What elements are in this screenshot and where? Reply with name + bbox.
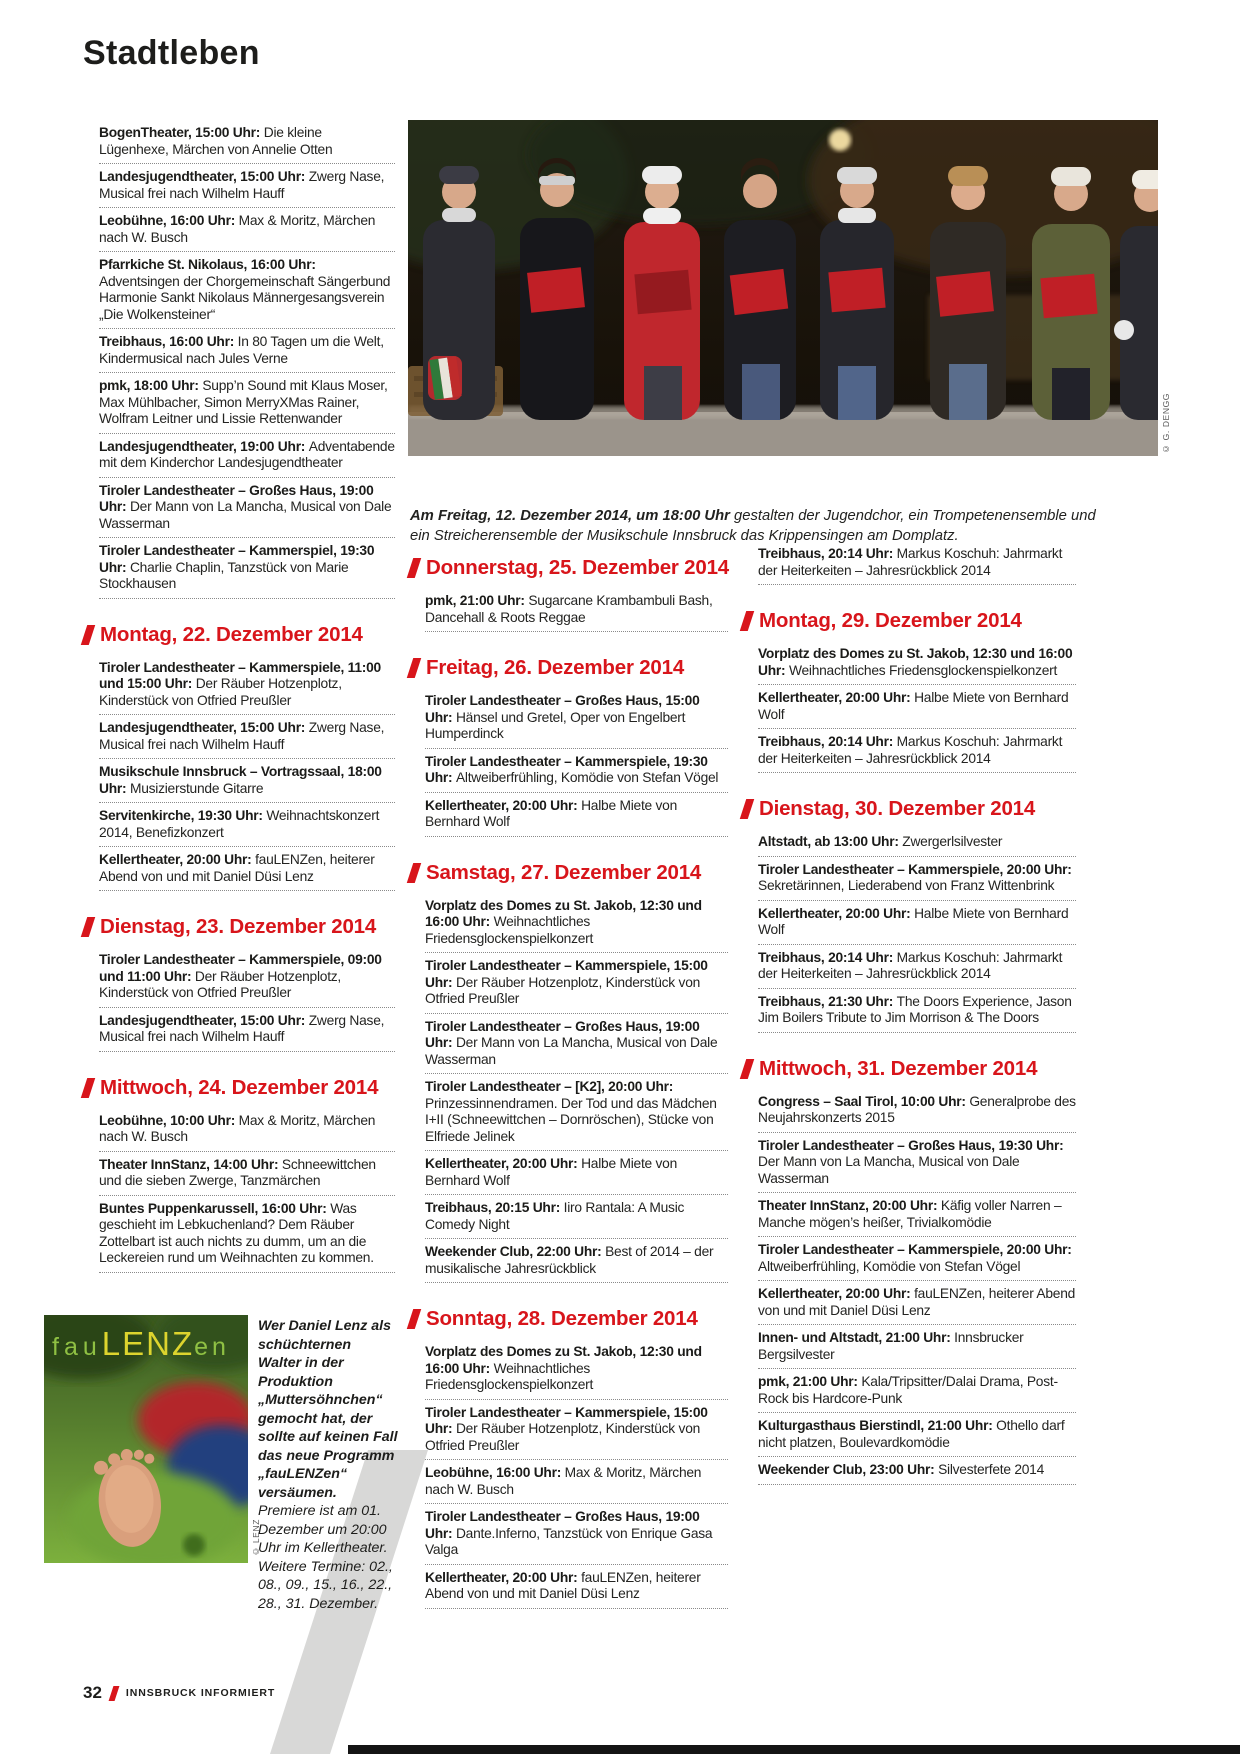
event-item xyxy=(758,831,1076,857)
event-description: Supp’n Sound mit Klaus Moser, Max Mühlbacher, Simon MerryXMas Rainer, Wolfram Leitner und Lissie Rettenwander xyxy=(99,378,388,426)
event-venue-time: Landesjugendtheater, 15:00 Uhr: xyxy=(99,169,309,184)
event-venue-time: Tiroler Landestheater – Großes Haus, 15:00 Uhr: xyxy=(425,693,700,725)
event-venue-time: Tiroler Landestheater – Kammerspiele, 19:30 Uhr: xyxy=(425,753,708,785)
event-item xyxy=(99,331,395,373)
event-item xyxy=(99,540,395,599)
event-venue-time: Kellertheater, 20:00 Uhr: xyxy=(425,797,582,813)
event-description: Die kleine Lügenhexe, Märchen von Annelie Otten xyxy=(99,125,333,157)
event-venue-time: Kellertheater, 20:00 Uhr: xyxy=(99,852,256,867)
event-item xyxy=(425,1506,728,1565)
event-item xyxy=(758,947,1076,989)
magazine-name: INNSBRUCK INFORMIERT xyxy=(125,1687,276,1699)
photo-credit: © G. DENGG xyxy=(1161,393,1171,454)
event-item xyxy=(425,895,728,954)
event-description: Der Mann von La Mancha, Musical von Dale Wasserman xyxy=(425,1035,718,1067)
bottom-edge-bar xyxy=(348,1745,1240,1754)
event-venue-time: Tiroler Landestheater – Großes Haus, 19:00 Uhr: xyxy=(99,482,374,514)
event-description: Zwerg Nase, Musical frei nach Wilhelm Hauff xyxy=(99,1012,385,1044)
event-item xyxy=(758,543,1076,585)
event-item xyxy=(758,1135,1076,1194)
event-venue-time: pmk, 21:00 Uhr: xyxy=(425,593,529,608)
event-item xyxy=(425,1241,728,1283)
event-venue-time: Musikschule Innsbruck – Vortragssaal, 18:00 Uhr: xyxy=(99,764,382,796)
event-item xyxy=(99,1110,395,1152)
event-item xyxy=(99,122,395,164)
promo-text-bold: Wer Daniel Lenz als schüchternen Walter in der Produktion „Muttersöhnchen“ gemocht hat, der sollte auf keinen Fall das neue Programm „fauLENZen“ versäumen. xyxy=(258,1318,398,1501)
caption-rest: gestalten der Jugendchor, ein Trompetenensemble und ein Streicherensemble der Musikschule Innsbruck das Krippensingen am Domplatz. xyxy=(410,508,1096,544)
event-venue-time: Tiroler Landestheater – Kammerspiele, 11:00 und 15:00 Uhr: xyxy=(99,659,381,691)
event-venue-time: Landesjugendtheater, 19:00 Uhr: xyxy=(99,438,309,454)
event-venue-time: Kellertheater, 20:00 Uhr: xyxy=(425,1156,582,1171)
event-description: Max & Moritz, Märchen nach W. Busch xyxy=(425,1465,702,1497)
event-description: Was geschieht im Lebkuchenland? Dem Räuber Zottelbart ist auch nichts zu dumm, um an die Leckereien rund um Weihnachten zu kommen. xyxy=(99,1200,374,1265)
date-header xyxy=(743,609,1076,633)
event-item xyxy=(758,903,1076,945)
red-slash-icon xyxy=(407,863,421,883)
date-header-label: Samstag, 27. Dezember 2014 xyxy=(426,860,702,884)
red-slash-icon xyxy=(740,799,754,819)
event-venue-time: Vorplatz des Domes zu St. Jakob, 12:30 und 16:00 Uhr: xyxy=(425,897,702,929)
date-header xyxy=(743,797,1076,821)
event-venue-time: Servitenkirche, 19:30 Uhr: xyxy=(99,808,267,823)
event-venue-time: Leobühne, 16:00 Uhr: xyxy=(99,213,239,228)
event-item xyxy=(758,1195,1076,1237)
date-header xyxy=(410,556,728,580)
date-header xyxy=(84,915,395,939)
event-venue-time: BogenTheater, 15:00 Uhr: xyxy=(99,125,264,140)
event-item xyxy=(425,1462,728,1504)
date-header-label: Dienstag, 23. Dezember 2014 xyxy=(100,915,377,938)
event-venue-time: Tiroler Landestheater – Großes Haus, 19:30 Uhr: xyxy=(758,1137,1064,1153)
event-description: Altweiberfrühling, Komödie von Stefan Vögel xyxy=(455,770,719,785)
red-slash-icon xyxy=(81,917,95,937)
date-header-label: Freitag, 26. Dezember 2014 xyxy=(426,656,685,679)
event-item xyxy=(99,805,395,847)
event-description: Halbe Miete von Bernhard Wolf xyxy=(425,797,678,829)
event-description: Adventsingen der Chorgemeinschaft Sängerbund Harmonie Sankt Nikolaus Männergesangsverein „Die Wolkensteiner“ xyxy=(99,273,391,322)
event-venue-time: Tiroler Landestheater – Großes Haus, 19:00 Uhr: xyxy=(425,1509,700,1541)
event-venue-time: Landesjugendtheater, 15:00 Uhr: xyxy=(99,1012,309,1028)
event-item xyxy=(425,955,728,1014)
event-venue-time: Tiroler Landestheater – Kammerspiel, 19:30 Uhr: xyxy=(99,543,375,575)
event-venue-time: Tiroler Landestheater – Kammerspiele, 20:00 Uhr: xyxy=(758,861,1072,877)
red-slash-icon xyxy=(740,1059,754,1079)
date-header-label: Montag, 22. Dezember 2014 xyxy=(100,622,363,646)
red-slash-icon xyxy=(407,1309,421,1329)
event-description: Schneewittchen und die sieben Zwerge, Tanzmärchen xyxy=(99,1156,376,1188)
date-header-label: Donnerstag, 25. Dezember 2014 xyxy=(426,556,729,579)
event-venue-time: pmk, 18:00 Uhr: xyxy=(99,378,203,393)
event-item xyxy=(99,657,395,716)
event-item xyxy=(758,1459,1076,1485)
event-description: Halbe Miete von Bernhard Wolf xyxy=(758,905,1069,937)
date-header-label: Montag, 29. Dezember 2014 xyxy=(759,609,1022,632)
event-item xyxy=(425,751,728,793)
event-venue-time: Tiroler Landestheater – Kammerspiele, 15:00 Uhr: xyxy=(425,1404,708,1436)
event-item xyxy=(99,436,395,478)
event-item xyxy=(425,1341,728,1400)
event-item xyxy=(425,1197,728,1239)
red-slash-icon xyxy=(81,1078,95,1098)
event-description: Adventabende mit dem Kinderchor Landesjugendtheater xyxy=(99,438,395,470)
event-venue-time: Kulturgasthaus Bierstindl, 21:00 Uhr: xyxy=(758,1418,997,1433)
event-venue-time: Pfarrkiche St. Nikolaus, 16:00 Uhr: xyxy=(99,257,316,272)
photo-caption xyxy=(410,506,1098,546)
event-description: Best of 2014 – der musikalische Jahresrückblick xyxy=(425,1244,714,1276)
event-item xyxy=(99,1198,395,1273)
faulenzen-poster-illustration xyxy=(44,1315,248,1563)
event-description: Markus Koschuh: Jahrmarkt der Heiterkeiten – Jahresrückblick 2014 xyxy=(758,546,1063,578)
faulenzen-poster xyxy=(44,1315,261,1563)
event-item xyxy=(99,949,395,1008)
date-header-label: Mittwoch, 24. Dezember 2014 xyxy=(100,1075,379,1099)
page-footer xyxy=(83,1683,275,1703)
event-description: Prinzessinnendramen. Der Tod und das Mädchen I+II (Schneewittchen – Dornröschen), Stücke von Elfriede Jelinek xyxy=(425,1095,717,1144)
page-number: 32 xyxy=(83,1683,102,1702)
faulenzen-logo: fauLENZen xyxy=(52,1325,230,1362)
event-description: Halbe Miete von Bernhard Wolf xyxy=(425,1156,678,1188)
event-item xyxy=(758,1415,1076,1457)
event-venue-time: Altstadt, ab 13:00 Uhr: xyxy=(758,834,903,849)
event-description: Generalprobe des Neujahrskonzerts 2015 xyxy=(758,1093,1076,1125)
event-description: Der Räuber Hotzenplotz, Kinderstück von Otfried Preußler xyxy=(99,968,342,1000)
event-item xyxy=(758,991,1076,1033)
event-venue-time: Treibhaus, 16:00 Uhr: xyxy=(99,334,238,349)
event-description: The Doors Experience, Jason Jim Boilers Tribute to Jim Morrison & The Doors xyxy=(758,993,1072,1025)
event-description: Innsbrucker Bergsilvester xyxy=(758,1330,1024,1362)
event-venue-time: Theater InnStanz, 20:00 Uhr: xyxy=(758,1198,941,1213)
event-description: Altweiberfrühling, Komödie von Stefan Vögel xyxy=(758,1258,1021,1274)
event-description: Weihnachtliches Friedensglockenspielkonzert xyxy=(425,914,594,946)
event-description: Markus Koschuh: Jahrmarkt der Heiterkeiten – Jahresrückblick 2014 xyxy=(758,734,1063,766)
event-item xyxy=(99,480,395,539)
event-item xyxy=(758,1371,1076,1413)
red-slash-icon xyxy=(81,625,95,645)
event-venue-time: Tiroler Landestheater – Kammerspiele, 15:00 Uhr: xyxy=(425,958,708,990)
event-item xyxy=(425,1076,728,1151)
listing-column-middle xyxy=(425,556,728,1611)
choir-photo-illustration xyxy=(408,120,1158,456)
listing-column-right xyxy=(758,543,1076,1487)
date-header-label: Mittwoch, 31. Dezember 2014 xyxy=(759,1056,1038,1080)
event-description: Der Räuber Hotzenplotz, Kinderstück von Otfried Preußler xyxy=(425,974,701,1006)
caption-lead: Am Freitag, 12. Dezember 2014, um 18:00 Uhr xyxy=(410,508,730,524)
event-description: Sekretärinnen, Liederabend von Franz Wittenbrink xyxy=(758,878,1055,893)
date-header-label: Sonntag, 28. Dezember 2014 xyxy=(426,1307,698,1330)
event-item xyxy=(758,1091,1076,1133)
red-slash-icon xyxy=(740,611,754,631)
event-item xyxy=(99,166,395,208)
event-venue-time: Leobühne, 10:00 Uhr: xyxy=(99,1112,239,1128)
event-venue-time: Tiroler Landestheater – Großes Haus, 19:00 Uhr: xyxy=(425,1018,700,1050)
event-description: Zwergerlsilvester xyxy=(902,834,1003,849)
event-venue-time: Treibhaus, 20:14 Uhr: xyxy=(758,734,897,749)
event-item xyxy=(425,1402,728,1461)
event-item xyxy=(99,849,395,891)
event-item xyxy=(758,1239,1076,1281)
event-venue-time: Treibhaus, 21:30 Uhr: xyxy=(758,993,897,1009)
event-venue-time: Leobühne, 16:00 Uhr: xyxy=(425,1465,565,1480)
event-description: Charlie Chaplin, Tanzstück von Marie Stockhausen xyxy=(99,559,349,591)
event-description: Der Räuber Hotzenplotz, Kinderstück von Otfried Preußler xyxy=(99,676,342,708)
red-slash-icon xyxy=(108,1686,119,1701)
event-item xyxy=(99,254,395,329)
event-description: Iiro Rantala: A Music Comedy Night xyxy=(425,1200,685,1232)
event-item xyxy=(99,761,395,803)
event-description: Halbe Miete von Bernhard Wolf xyxy=(758,690,1069,722)
event-description: Max & Moritz, Märchen nach W. Busch xyxy=(99,1112,376,1144)
event-venue-time: Buntes Puppenkarussell, 16:00 Uhr: xyxy=(99,1200,331,1216)
event-item xyxy=(758,1283,1076,1325)
event-description: Dante.Inferno, Tanzstück von Enrique Gasa Valga xyxy=(425,1525,713,1557)
event-description: fauLENZen, heiterer Abend von und mit Daniel Düsi Lenz xyxy=(425,1569,701,1601)
event-item xyxy=(99,210,395,252)
date-header xyxy=(410,861,728,885)
event-item xyxy=(99,717,395,759)
event-description: Zwerg Nase, Musical frei nach Wilhelm Hauff xyxy=(99,169,385,201)
date-header xyxy=(410,656,728,680)
event-description: Sugarcane Krambambuli Bash, Dancehall & Roots Reggae xyxy=(425,593,713,625)
event-venue-time: Kellertheater, 20:00 Uhr: xyxy=(425,1569,582,1585)
event-description: Weihnachtliches Friedensglockenspielkonzert xyxy=(425,1360,594,1392)
event-description: fauLENZen, heiterer Abend von und mit Daniel Düsi Lenz xyxy=(758,1286,1076,1318)
event-description: In 80 Tagen um die Welt, Kindermusical nach Jules Verne xyxy=(99,334,384,366)
event-description: Silvesterfete 2014 xyxy=(938,1462,1045,1477)
event-item xyxy=(758,859,1076,901)
listing-column-left xyxy=(99,122,395,1275)
event-description: fauLENZen, heiterer Abend von und mit Daniel Düsi Lenz xyxy=(99,852,375,884)
red-slash-icon xyxy=(407,558,421,578)
event-venue-time: Landesjugendtheater, 15:00 Uhr: xyxy=(99,720,309,735)
event-item xyxy=(758,731,1076,773)
event-item xyxy=(425,1016,728,1075)
promo-text-regular: Premiere ist am 01. Dezember um 20:00 Uhr im Kellertheater. Weitere Termine: 02., 08., 09., 15., 16., 22., 28., 31. Dezember. xyxy=(258,1503,393,1612)
event-venue-time: Vorplatz des Domes zu St. Jakob, 12:30 und 16:00 Uhr: xyxy=(758,646,1073,678)
date-header xyxy=(84,1076,395,1100)
event-item xyxy=(425,690,728,749)
event-item xyxy=(99,1154,395,1196)
event-description: Othello darf nicht platzen, Boulevardkomödie xyxy=(758,1418,1065,1450)
event-venue-time: Weekender Club, 23:00 Uhr: xyxy=(758,1462,939,1477)
date-header xyxy=(743,1057,1076,1081)
event-item xyxy=(99,1010,395,1052)
event-item xyxy=(425,795,728,837)
event-description: Max & Moritz, Märchen nach W. Busch xyxy=(99,213,376,245)
choir-photo xyxy=(408,120,1171,456)
date-header xyxy=(410,1307,728,1331)
event-venue-time: Kellertheater, 20:00 Uhr: xyxy=(758,905,915,921)
event-venue-time: Innen- und Altstadt, 21:00 Uhr: xyxy=(758,1330,955,1345)
event-venue-time: Theater InnStanz, 14:00 Uhr: xyxy=(99,1156,282,1172)
red-slash-icon xyxy=(407,658,421,678)
event-venue-time: Treibhaus, 20:14 Uhr: xyxy=(758,949,897,965)
event-venue-time: pmk, 21:00 Uhr: xyxy=(758,1374,862,1389)
event-description: Zwerg Nase, Musical frei nach Wilhelm Hauff xyxy=(99,720,385,752)
event-venue-time: Tiroler Landestheater – [K2], 20:00 Uhr: xyxy=(425,1079,674,1094)
event-description: Weihnachtliches Friedensglockenspielkonzert xyxy=(788,662,1058,678)
date-header xyxy=(84,623,395,647)
event-item xyxy=(425,1567,728,1609)
event-description: Kala/Tripsitter/Dalai Drama, Post-Rock bis Hardcore-Punk xyxy=(758,1374,1058,1406)
event-description: Der Mann von La Mancha, Musical von Dale Wasserman xyxy=(99,499,392,531)
event-venue-time: Kellertheater, 20:00 Uhr: xyxy=(758,690,915,705)
page-title: Stadtleben xyxy=(83,34,260,72)
event-item xyxy=(758,1327,1076,1369)
event-item xyxy=(425,590,728,632)
event-item xyxy=(758,643,1076,685)
event-venue-time: Treibhaus, 20:14 Uhr: xyxy=(758,546,897,561)
event-description: Markus Koschuh: Jahrmarkt der Heiterkeiten – Jahresrückblick 2014 xyxy=(758,949,1063,981)
event-description: Hänsel und Gretel, Oper von Engelbert Humperdinck xyxy=(425,709,686,741)
event-description: Musizierstunde Gitarre xyxy=(129,780,264,796)
event-venue-time: Congress – Saal Tirol, 10:00 Uhr: xyxy=(758,1093,970,1109)
poster-credit: © LENZ xyxy=(251,1519,261,1557)
faulenzen-promo-text xyxy=(258,1317,398,1613)
event-venue-time: Weekender Club, 22:00 Uhr: xyxy=(425,1244,606,1259)
event-item xyxy=(758,687,1076,729)
event-description: Der Mann von La Mancha, Musical von Dale Wasserman xyxy=(758,1154,1020,1186)
event-venue-time: Treibhaus, 20:15 Uhr: xyxy=(425,1200,564,1215)
event-venue-time: Kellertheater, 20:00 Uhr: xyxy=(758,1286,915,1301)
event-description: Der Räuber Hotzenplotz, Kinderstück von Otfried Preußler xyxy=(425,1421,701,1453)
event-description: Weihnachtskonzert 2014, Benefizkonzert xyxy=(99,808,380,840)
event-venue-time: Vorplatz des Domes zu St. Jakob, 12:30 und 16:00 Uhr: xyxy=(425,1344,702,1376)
event-item xyxy=(99,375,395,434)
event-description: Käfig voller Narren – Manche mögen’s heißer, Trivialkomödie xyxy=(758,1198,1062,1230)
event-item xyxy=(425,1153,728,1195)
date-header-label: Dienstag, 30. Dezember 2014 xyxy=(759,797,1036,820)
event-venue-time: Tiroler Landestheater – Kammerspiele, 09:00 und 11:00 Uhr: xyxy=(99,952,382,984)
event-venue-time: Tiroler Landestheater – Kammerspiele, 20:00 Uhr: xyxy=(758,1242,1072,1257)
